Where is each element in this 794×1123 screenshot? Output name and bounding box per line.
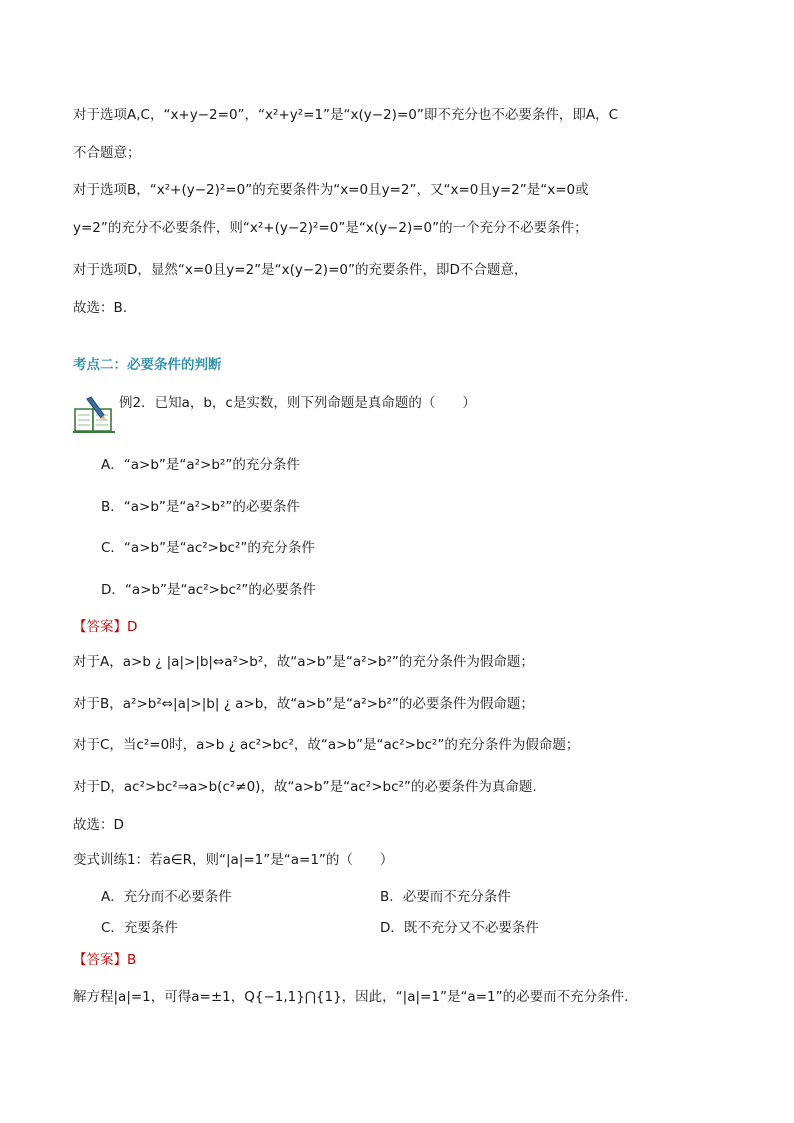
solution-line: 对于选项A,C，“x+y−2=0”，“x²+y²=1”是“x(y−2)=0”即不充分也不必要条件，即A，C [73,107,618,123]
explanation-line: 对于A，a>b ¿ |a|>|b|⇔a²>b²，故“a>b”是“a²>b²”的充分条件为假命题； [73,654,534,670]
answer-value: D [127,619,138,635]
option-d: D．既不充分又不必要条件 [380,920,539,936]
conclusion: 故选：B. [73,300,128,316]
option-b: B．“a>b”是“a²>b²”的必要条件 [101,499,300,515]
example-question: 例2．已知a，b，c是实数，则下列命题是真命题的（ ） [119,395,476,411]
book-pencil-icon [71,395,117,435]
explanation-line: 对于C，当c²=0时，a>b ¿ ac²>bc²，故“a>b”是“ac²>bc²”的充分条件为假命题； [73,737,580,753]
option-d: D．“a>b”是“ac²>bc²”的必要条件 [101,582,316,598]
option-a: A．充分而不必要条件 [101,889,232,905]
explanation-line: 解方程|a|=1，可得a=±1，Q{−1,1}⋂{1}，因此，“|a|=1”是“a=1”的必要而不充分条件. [73,989,629,1005]
solution-line: 对于选项D，显然“x=0且y=2”是“x(y−2)=0”的充要条件，即D不合题意， [73,262,528,278]
answer-value: B [127,952,137,968]
conclusion: 故选：D [73,817,124,833]
practice-question: 变式训练1：若a∈R，则“|a|=1”是“a=1”的（ ） [73,852,394,868]
solution-line: 不合题意； [73,145,141,161]
answer-row [73,950,136,970]
answer-row [73,617,137,637]
answer-label: 【答案】 [73,952,127,968]
option-c: C．充要条件 [101,920,178,936]
answer-label: 【答案】 [73,619,127,635]
solution-line: 对于选项B，“x²+(y−2)²=0”的充要条件为“x=0且y=2”，又“x=0且y=2”是“x=0或 [73,182,589,198]
explanation-line: 对于B，a²>b²⇔|a|>|b| ¿ a>b，故“a>b”是“a²>b²”的必要条件为假命题； [73,696,534,712]
explanation-line: 对于D，ac²>bc²⇒a>b(c²≠0)，故“a>b”是“ac²>bc²”的必要条件为真命题. [73,779,537,795]
section-heading: 考点二：必要条件的判断 [73,357,222,373]
option-c: C．“a>b”是“ac²>bc²”的充分条件 [101,540,315,556]
solution-line: y=2”的充分不必要条件，则“x²+(y−2)²=0”是“x(y−2)=0”的一个充分不必要条件； [73,220,588,236]
option-a: A．“a>b”是“a²>b²”的充分条件 [101,457,300,473]
option-b: B．必要而不充分条件 [380,889,511,905]
